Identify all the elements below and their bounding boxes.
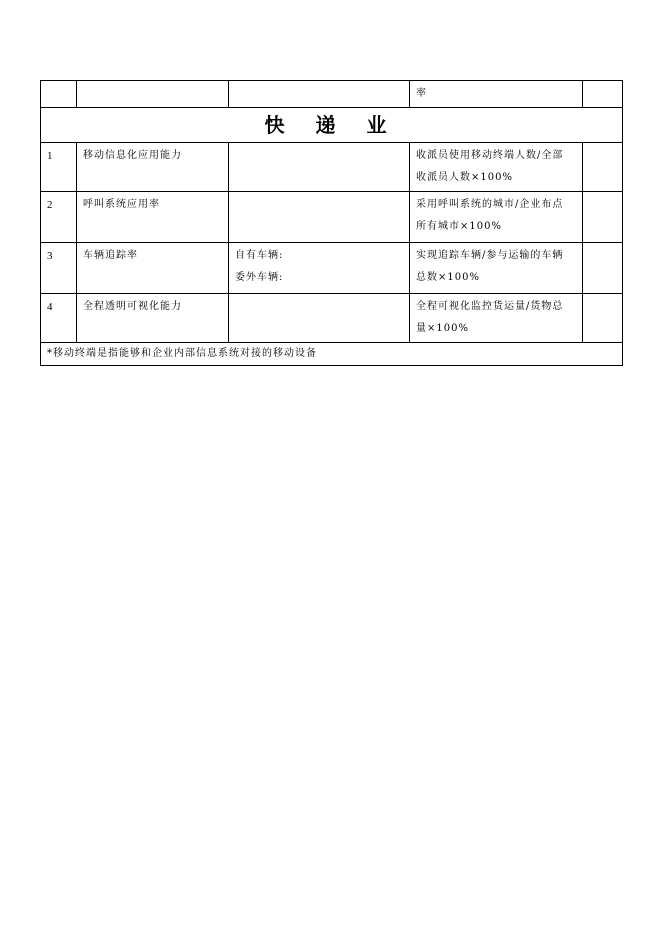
footnote: *移动终端是指能够和企业内部信息系统对接的移动设备 bbox=[41, 343, 623, 366]
cell-extra bbox=[583, 143, 623, 192]
cell-name: 车辆追踪率 bbox=[77, 243, 229, 294]
cell-data bbox=[229, 243, 410, 294]
cell-name: 移动信息化应用能力 bbox=[77, 143, 229, 192]
outsourced-vehicles-label: 委外车辆: bbox=[235, 272, 284, 283]
cell-data bbox=[229, 294, 410, 343]
table-row bbox=[41, 143, 623, 192]
cell-data bbox=[229, 143, 410, 192]
cell-num: 3 bbox=[41, 243, 77, 294]
cell-num: 1 bbox=[41, 143, 77, 192]
cell-extra bbox=[583, 294, 623, 343]
cell-name: 全程透明可视化能力 bbox=[77, 294, 229, 343]
cell-formula bbox=[410, 81, 583, 108]
cell-data bbox=[229, 81, 410, 108]
cell-formula: 采用呼叫系统的城市/企业布点 所有城市×100% bbox=[410, 192, 583, 243]
metrics-table bbox=[40, 80, 623, 366]
cell-num: 2 bbox=[41, 192, 77, 243]
cell-name bbox=[77, 81, 229, 108]
section-title: 快 递 业 bbox=[41, 108, 623, 143]
table-row bbox=[41, 243, 623, 294]
cell-extra bbox=[583, 192, 623, 243]
own-vehicles-label: 自有车辆: bbox=[235, 250, 284, 261]
cell-num bbox=[41, 81, 77, 108]
footnote-row bbox=[41, 343, 623, 366]
cell-formula: 全程可视化监控货运量/货物总 量×100% bbox=[410, 294, 583, 343]
cell-formula: 收派员使用移动终端人数/全部 收派员人数×100% bbox=[410, 143, 583, 192]
table-row bbox=[41, 192, 623, 243]
table-row-continued bbox=[41, 81, 623, 108]
cell-name: 呼叫系统应用率 bbox=[77, 192, 229, 243]
section-title-row bbox=[41, 108, 623, 143]
cell-num: 4 bbox=[41, 294, 77, 343]
cell-extra bbox=[583, 81, 623, 108]
cell-data bbox=[229, 192, 410, 243]
table-row bbox=[41, 294, 623, 343]
formula-fragment: 率 bbox=[416, 88, 427, 99]
cell-extra bbox=[583, 243, 623, 294]
cell-formula: 实现追踪车辆/参与运输的车辆 总数×100% bbox=[410, 243, 583, 294]
